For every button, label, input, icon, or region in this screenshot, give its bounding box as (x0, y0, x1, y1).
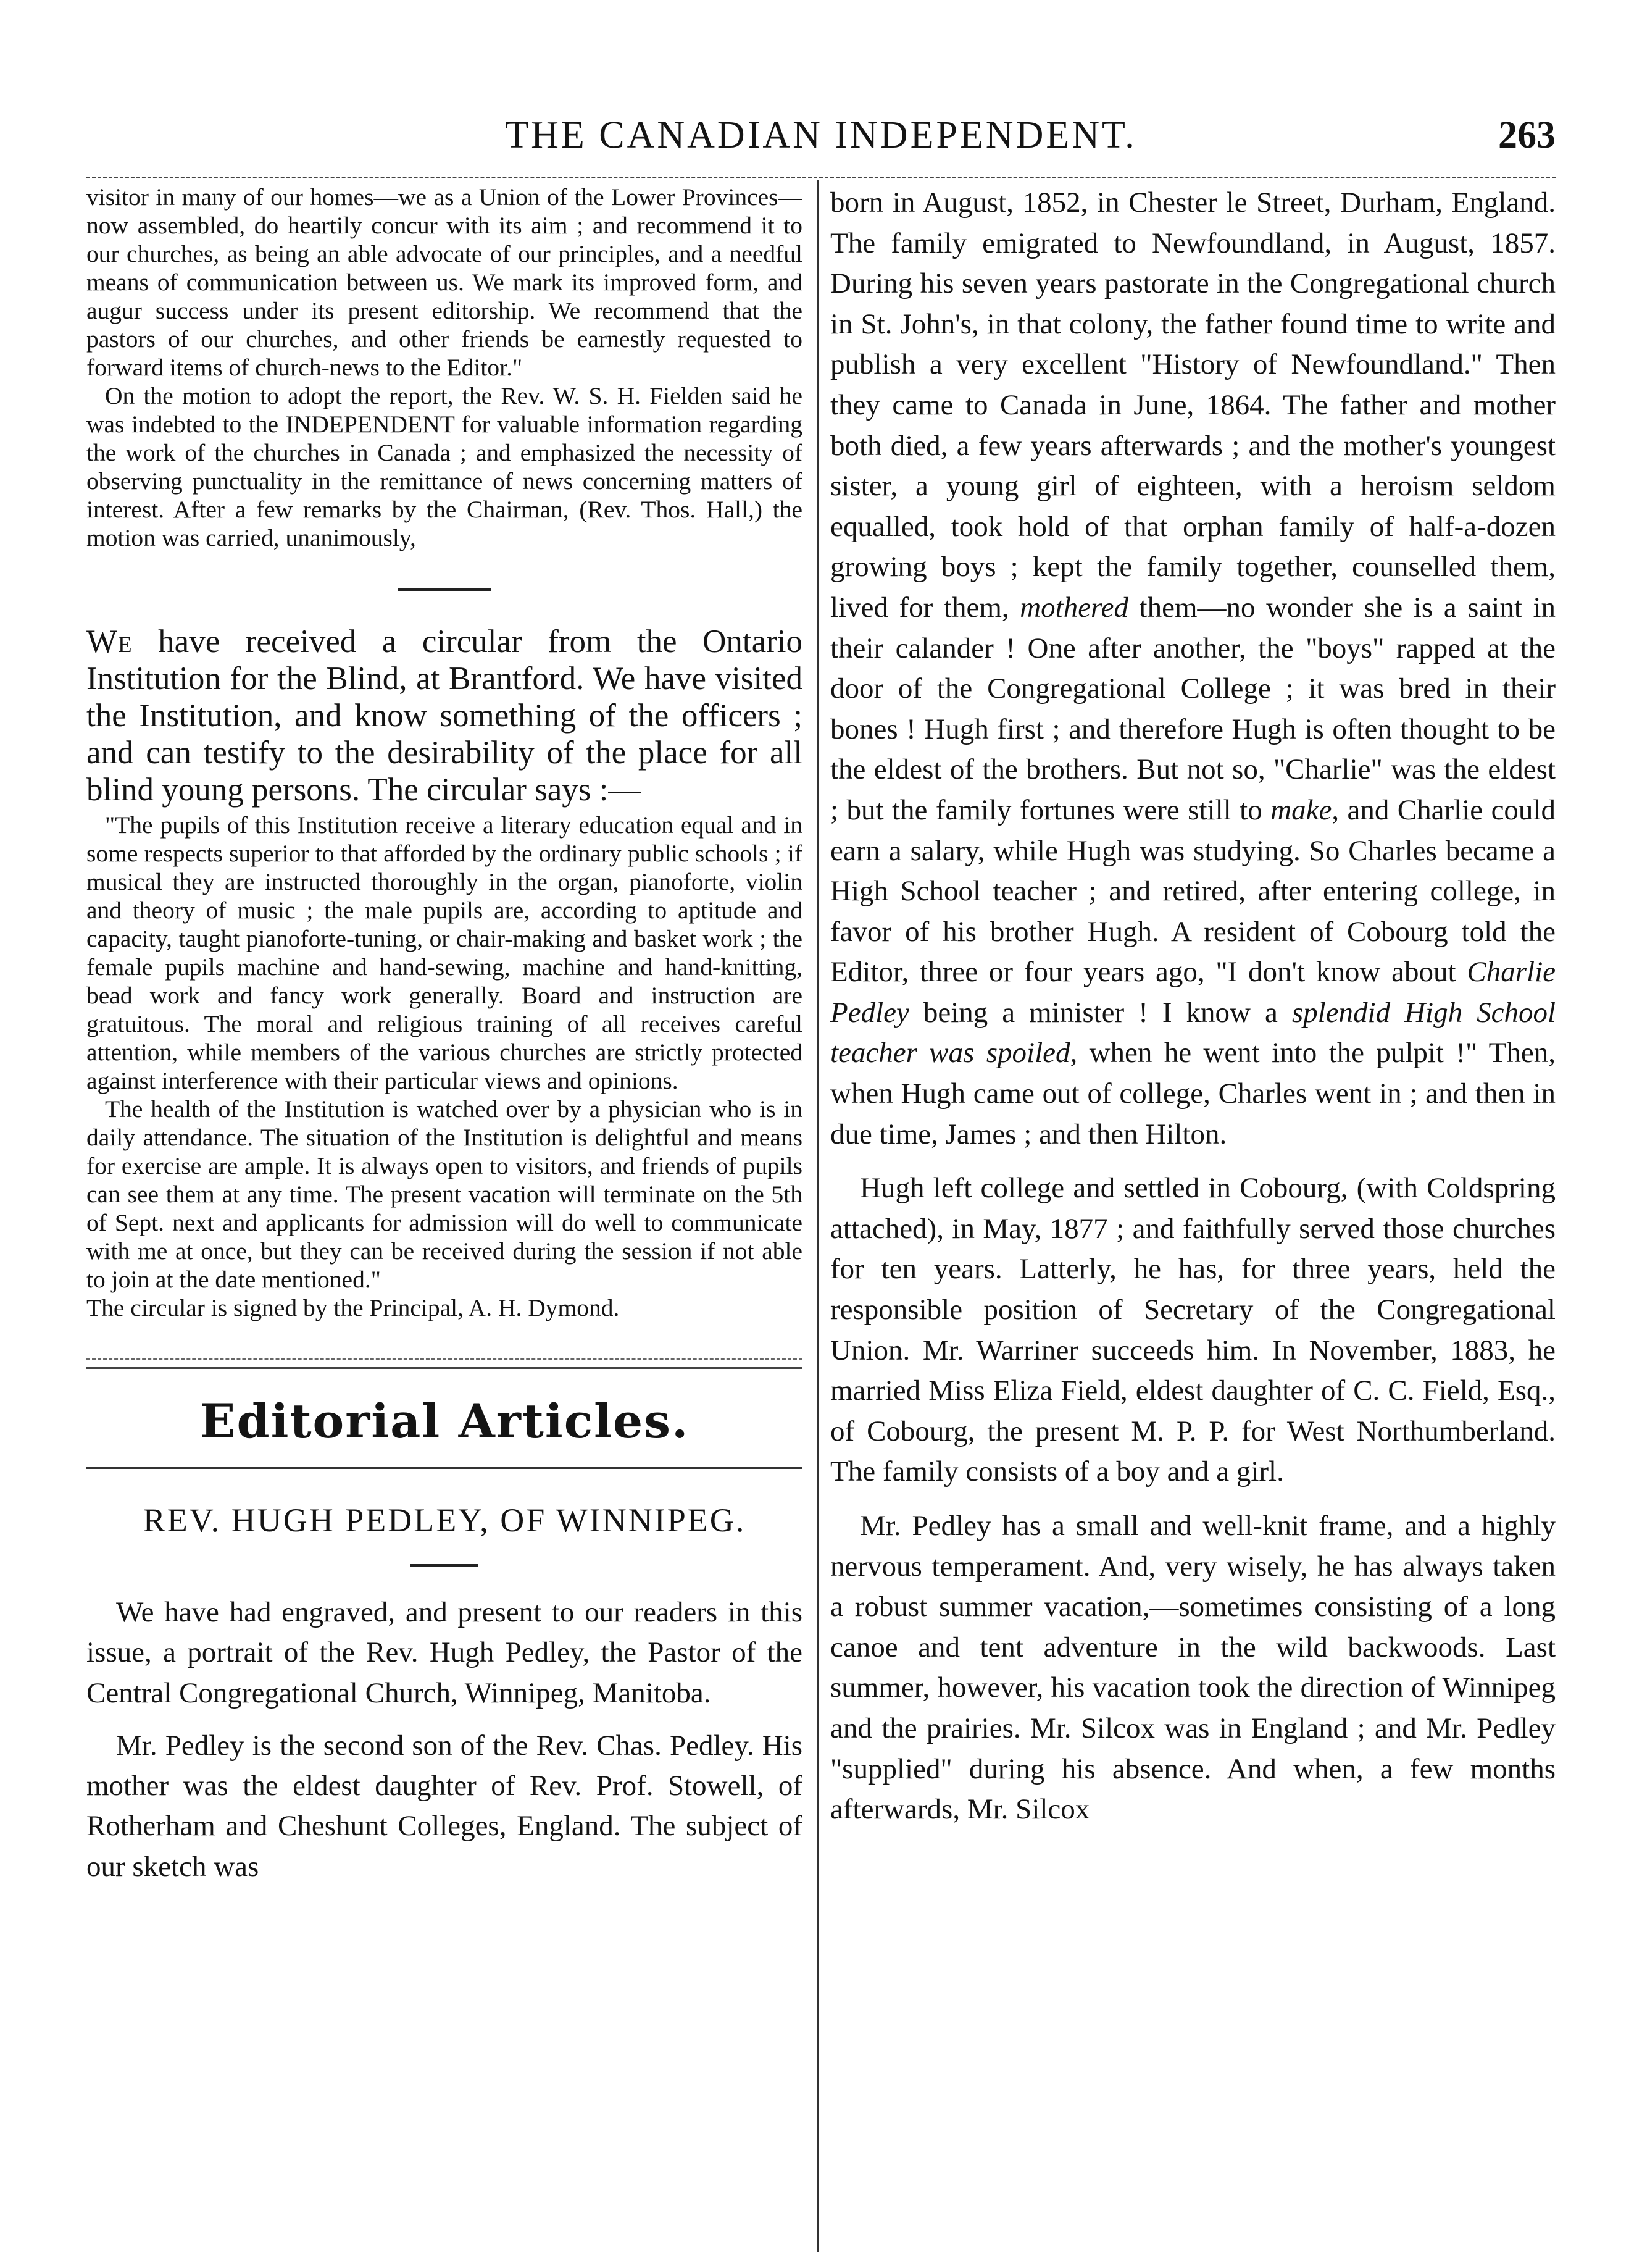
article-paragraph: Hugh left college and settled in Cobourg, (with Coldspring attached), in May, 1877 ; and faithfully served those churches for ten years. Latterly, he has, for three years, held the responsible position of Secretary of the Congregational Union. Mr. Warriner succeeds him. In November, 1883, he married Miss Eliza Field, eldest daughter of C. C. Field, Esq., of Cobourg, the present M. P. P. for West Northumberland. The family consists of a boy and a girl. (830, 1172, 1556, 1488)
circular-intro-text: have received a circular from the Ontario Institution for the Blind, at Brantford. We have visited the Institution, and know something of the officers ; and can testify to the desirability of the place for all blind young persons. The circular says :— (86, 624, 802, 808)
circular-quote: "The pupils of this Institution receive a literary education equal and in some respects superior to that afforded by the ordinary public schools ; if musical they are instructed thoroughly in the organ, pianoforte, violin and theory of music ; the male pupils are, according to aptitude and capacity, taught pianoforte-tuning, or chair-making and basket work ; the female pupils machine and hand-sewing, machine and hand-knitting, bead work and fancy work generally. Board and instruction are gratuitous. The moral and religious training of all receives careful attention, while members of the various churches are strictly protected against interference with their particular views and opinions. (86, 811, 802, 1094)
running-title: THE CANADIAN INDEPENDENT. (505, 114, 1137, 156)
running-head (86, 105, 1556, 173)
title-rule (410, 1564, 478, 1567)
separator-rule (398, 588, 491, 591)
emphasis-text: mothered (1020, 591, 1128, 624)
emphasis-text: make (1270, 793, 1332, 826)
emphasis-text: splendid High School teacher was spoiled (830, 996, 1556, 1069)
article-text: , when he went into the pulpit !" Then, when Hugh came out of college, Charles went in ; and then in due time, James ; and then Hilton. (830, 1037, 1556, 1150)
section-heading: Editorial Articles. (199, 1394, 690, 1449)
heading-rule (86, 1467, 802, 1469)
article-paragraph: Mr. Pedley has a small and well-knit frame, and a highly nervous temperament. And, very wisely, he has always taken a robust summer vacation,—sometimes consisting of a long canoe and tent adventure in the wild backwoods. Last summer, however, his vacation took the direction of Winnipeg and the prairies. Mr. Silcox was in England ; and Mr. Pedley "supplied" during his absence. And when, a few months afterwards, Mr. Silcox (830, 1510, 1556, 1826)
header-rule (86, 177, 1556, 178)
circular-intro (86, 623, 802, 808)
emphasis-text: Charlie Pedley (830, 956, 1556, 1029)
column-divider (817, 180, 819, 2252)
article-text: , and Charlie could earn a salary, while Hugh was studying. So Charles became a High School teacher ; and retired, after entering college, in favor of his brother Hugh. A resident of Cobourg told the Editor, three or four years ago, "I don't know about (830, 793, 1556, 989)
report-paragraph: On the motion to adopt the report, the Rev. W. S. H. Fielden said he was indebted to the INDEPENDENT for valuable information regarding the work of the churches in Canada ; and emphasized the necessity of observing punctuality in the remittance of news concerning matters of interest. After a few remarks by the Chairman, (Rev. Thos. Hall,) the motion was carried, unanimously, (86, 382, 802, 551)
article-text: being a minister ! I know a (923, 996, 1278, 1029)
article-paragraph: We have had engraved, and present to our readers in this issue, a portrait of the Rev. Hugh Pedley, the Pastor of the Central Congregational Church, Winnipeg, Manitoba. (86, 1596, 802, 1709)
right-column (830, 183, 1556, 2251)
article-paragraph: Mr. Pedley is the second son of the Rev. Chas. Pedley. His mother was the eldest daughter of Rev. Prof. Stowell, of Rotherham and Cheshunt Colleges, England. The subject of our sketch was (86, 1729, 802, 1883)
article-paragraph (830, 183, 1556, 1155)
page-number: 263 (1498, 114, 1556, 156)
circular-intro-lead: We (86, 624, 133, 659)
left-column (86, 183, 802, 2251)
circular-quote: The health of the Institution is watched over by a physician who is in daily attendance. The situation of the Institution is delightful and means for exercise are ample. It is always open to visitors, and friends of pupils can see them at any time. The present vacation will terminate on the 5th of Sept. next and applicants for admission will do well to communicate with me at once, but they can be received during the session if not able to join at the date mentioned." (86, 1095, 802, 1293)
article-text: them—no wonder she is a saint in their calander ! One after another, the "boys" rapped at the door of the Congregational College ; it was bred in their bones ! Hugh first ; and therefore Hugh is often thought to be the eldest of the brothers. But not so, "Charlie" was the eldest ; but the family fortunes were still to (830, 591, 1556, 826)
report-paragraph: visitor in many of our homes—we as a Union of the Lower Provinces—now assembled, do heartily concur with its aim ; and recommend it to our churches, as being an able advocate of our principles, and a needful means of communication between us. We mark its improved form, and augur success under its present editorship. We recommend that the pastors of our churches, and other friends be earnestly requested to forward items of church-news to the Editor." (86, 183, 802, 381)
article-text: born in August, 1852, in Chester le Street, Durham, England. The family emigrated to Newfoundland, in August, 1857. During his seven years pastorate in the Congregational church in St. John's, in that colony, the father found time to write and publish a very excellent "History of Newfoundland." Then they came to Canada in June, 1864. The father and mother both died, a few years afterwards ; and the mother's youngest sister, a young girl of eighteen, with a heroism seldom equalled, took hold of that orphan family of half-a-dozen growing boys ; kept the family together, counselled them, lived for them, (830, 186, 1556, 624)
circular-signoff: The circular is signed by the Principal, A. H. Dymond. (86, 1294, 620, 1321)
article-title: REV. HUGH PEDLEY, OF WINNIPEG. (143, 1502, 746, 1539)
section-rule (86, 1358, 802, 1369)
